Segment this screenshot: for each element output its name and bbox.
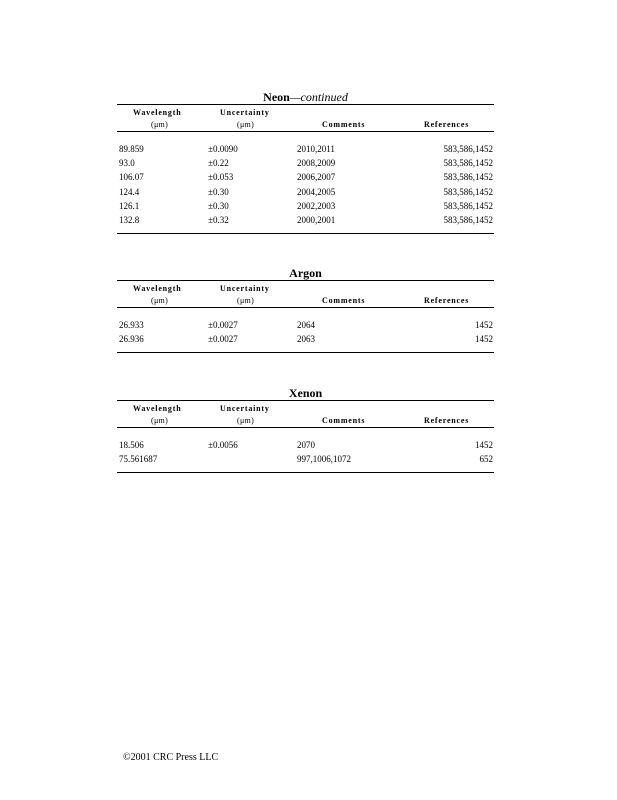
comments-cell: 2064 xyxy=(297,320,315,330)
references-cell: 583,586,1452 xyxy=(443,172,493,183)
references-header: References xyxy=(424,120,470,129)
references-cell: 1452 xyxy=(475,320,493,330)
wavelength-header: Wavelength xyxy=(133,284,182,293)
comments-header: Comments xyxy=(322,120,366,129)
wavelength-cell: 26.933 xyxy=(119,320,144,330)
wavelength-cell: 126.1 xyxy=(119,200,140,211)
wavelength-unit: (μm) xyxy=(151,416,169,425)
xenon-table xyxy=(117,386,494,473)
neon-title xyxy=(117,90,494,104)
wavelength-cell: 124.4 xyxy=(119,186,140,197)
uncertainty-header: Uncertainty xyxy=(220,108,270,117)
references-cell: 583,586,1452 xyxy=(443,144,493,154)
references-cell: 583,586,1452 xyxy=(443,158,493,169)
wavelength-header: Wavelength xyxy=(133,108,182,117)
uncertainty-cell: ±0.0056 xyxy=(208,440,238,450)
argon-title xyxy=(117,266,494,280)
table-row xyxy=(117,452,494,466)
uncertainty-cell: ±0.30 xyxy=(208,200,229,211)
wavelength-cell: 93.0 xyxy=(119,158,135,169)
wavelength-cell: 106.07 xyxy=(119,172,144,183)
table-row xyxy=(117,318,494,332)
comments-cell: 2010,2011 xyxy=(297,144,335,154)
wavelength-unit: (μm) xyxy=(151,296,169,305)
argon-title-text: Argon xyxy=(289,266,322,280)
comments-cell: 2000,2001 xyxy=(297,214,336,225)
neon-table xyxy=(117,90,494,234)
comments-header: Comments xyxy=(322,296,366,305)
comments-cell: 2004,2005 xyxy=(297,186,336,197)
table-row xyxy=(117,185,494,199)
neon-header xyxy=(117,105,494,131)
argon-header xyxy=(117,281,494,307)
xenon-bottom-rule xyxy=(117,472,494,473)
uncertainty-cell: ±0.0027 xyxy=(208,320,238,330)
uncertainty-cell: ±0.30 xyxy=(208,186,229,197)
uncertainty-unit: (μm) xyxy=(237,296,255,305)
neon-title-suffix: —continued xyxy=(289,90,348,104)
wavelength-cell: 26.936 xyxy=(119,334,144,345)
uncertainty-header: Uncertainty xyxy=(220,284,270,293)
references-header: References xyxy=(424,296,470,305)
xenon-rows xyxy=(117,428,494,472)
table-row xyxy=(117,199,494,213)
wavelength-cell: 75.561687 xyxy=(119,454,158,465)
wavelength-cell: 89.859 xyxy=(119,144,144,154)
references-cell: 1452 xyxy=(475,440,493,450)
references-cell: 583,586,1452 xyxy=(443,214,493,225)
references-cell: 583,586,1452 xyxy=(443,186,493,197)
neon-rows xyxy=(117,132,494,233)
wavelength-cell: 18.506 xyxy=(119,440,144,450)
references-cell: 583,586,1452 xyxy=(443,200,493,211)
uncertainty-unit: (μm) xyxy=(237,120,255,129)
argon-table xyxy=(117,266,494,353)
wavelength-cell: 132.8 xyxy=(119,214,140,225)
comments-header: Comments xyxy=(322,416,366,425)
argon-rows xyxy=(117,308,494,352)
copyright-footer: ©2001 CRC Press LLC xyxy=(123,752,219,763)
table-row xyxy=(117,438,494,452)
xenon-title-text: Xenon xyxy=(288,386,323,400)
table-row xyxy=(117,332,494,346)
table-row xyxy=(117,213,494,227)
comments-cell: 2006,2007 xyxy=(297,172,336,183)
references-cell: 652 xyxy=(479,454,493,465)
uncertainty-cell: ±0.053 xyxy=(208,172,234,183)
comments-cell: 2002,2003 xyxy=(297,200,336,211)
uncertainty-unit: (μm) xyxy=(237,416,255,425)
comments-cell: 2070 xyxy=(297,440,315,450)
table-row xyxy=(117,156,494,170)
argon-bottom-rule xyxy=(117,352,494,353)
uncertainty-cell: ±0.22 xyxy=(208,158,229,169)
wavelength-header: Wavelength xyxy=(133,404,182,413)
comments-cell: 2063 xyxy=(297,334,315,345)
table-row xyxy=(117,170,494,184)
wavelength-unit: (μm) xyxy=(151,120,169,129)
uncertainty-cell: ±0.32 xyxy=(208,214,229,225)
xenon-title xyxy=(117,386,494,400)
neon-bottom-rule xyxy=(117,233,494,234)
comments-cell: 2008,2009 xyxy=(297,158,336,169)
comments-cell: 997,1006,1072 xyxy=(297,454,351,465)
uncertainty-cell: ±0.0027 xyxy=(208,334,238,345)
uncertainty-header: Uncertainty xyxy=(220,404,270,413)
table-row xyxy=(117,142,494,156)
xenon-header xyxy=(117,401,494,427)
references-header: References xyxy=(424,416,470,425)
neon-title-text: Neon xyxy=(263,90,290,104)
uncertainty-cell: ±0.0090 xyxy=(208,144,238,154)
references-cell: 1452 xyxy=(475,334,493,345)
